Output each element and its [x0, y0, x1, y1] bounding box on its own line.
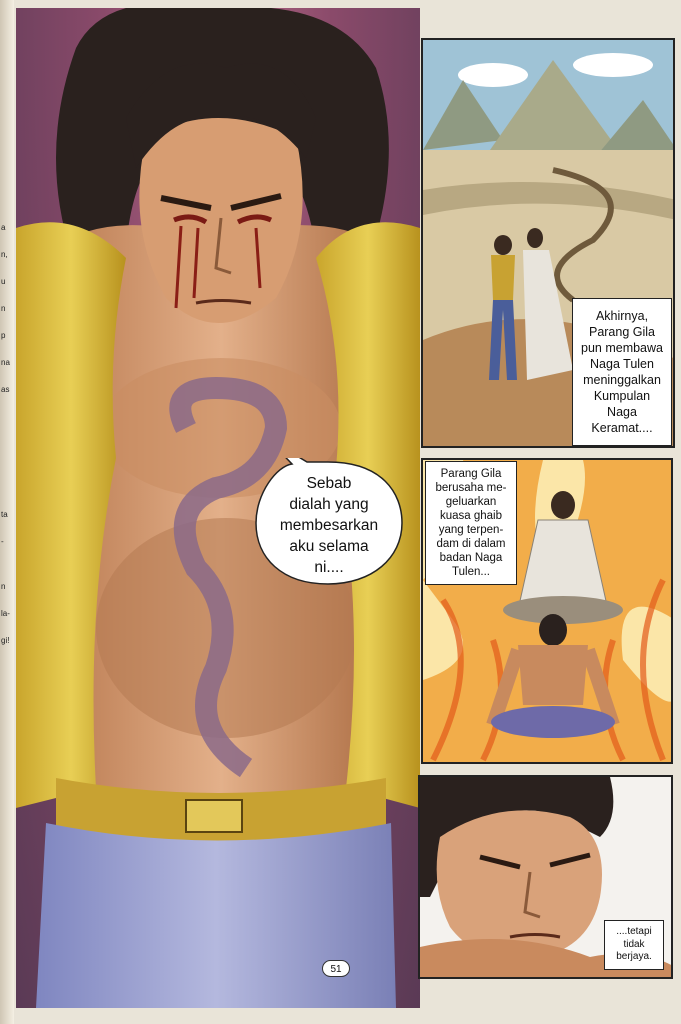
- sliver-line: ta: [1, 510, 8, 519]
- previous-page-edge: [0, 0, 14, 1024]
- caption-line: berusaha me-: [435, 482, 507, 494]
- caption-line: geluarkan: [445, 496, 497, 508]
- caption-line: meninggalkan: [583, 373, 661, 387]
- bubble-line: Sebab: [306, 474, 352, 492]
- sliver-line: gi!: [1, 636, 10, 645]
- caption-line: Akhirnya,: [595, 309, 649, 323]
- sliver-line: n,: [1, 250, 8, 259]
- caption-line: Naga Tulen: [590, 357, 654, 371]
- desert-caption: [572, 298, 672, 446]
- sliver-line: a: [1, 223, 6, 232]
- caption-line: Keramat....: [591, 421, 653, 435]
- caption-line: ....tetapi: [616, 926, 652, 938]
- sliver-line: na: [1, 358, 10, 367]
- sliver-line: n: [1, 582, 6, 591]
- caption-line: Parang Gila: [440, 468, 502, 480]
- caption-line: dam di dalam: [436, 538, 506, 550]
- sliver-line: -: [1, 537, 4, 546]
- caption-line: Tulen...: [452, 566, 490, 578]
- power-caption: [425, 461, 517, 585]
- sliver-line: u: [1, 277, 6, 286]
- sliver-line: p: [1, 331, 6, 340]
- bubble-line: dialah yang: [289, 495, 369, 513]
- caption-line: badan Naga: [439, 552, 503, 564]
- caption-line: Kumpulan: [593, 389, 651, 403]
- closeup-caption: [604, 920, 664, 970]
- sliver-line: as: [1, 385, 10, 394]
- speech-bubble-text: [262, 470, 396, 580]
- page-number: 51: [322, 960, 350, 977]
- bubble-line: aku selama: [289, 537, 369, 555]
- caption-line: Parang Gila: [588, 325, 655, 339]
- prev-page-text-bottom: [1, 492, 13, 663]
- caption-line: Naga: [607, 405, 637, 419]
- caption-line: pun membawa: [581, 341, 663, 355]
- caption-line: kuasa ghaib: [439, 510, 503, 522]
- caption-line: berjaya.: [616, 951, 652, 963]
- sliver-line: la-: [1, 609, 10, 618]
- caption-line: tidak: [623, 938, 645, 950]
- bubble-line: ni....: [314, 558, 344, 576]
- bubble-line: membesarkan: [279, 516, 379, 534]
- prev-page-text-top: [1, 205, 13, 412]
- sliver-line: n: [1, 304, 6, 313]
- caption-line: yang terpen-: [438, 524, 504, 536]
